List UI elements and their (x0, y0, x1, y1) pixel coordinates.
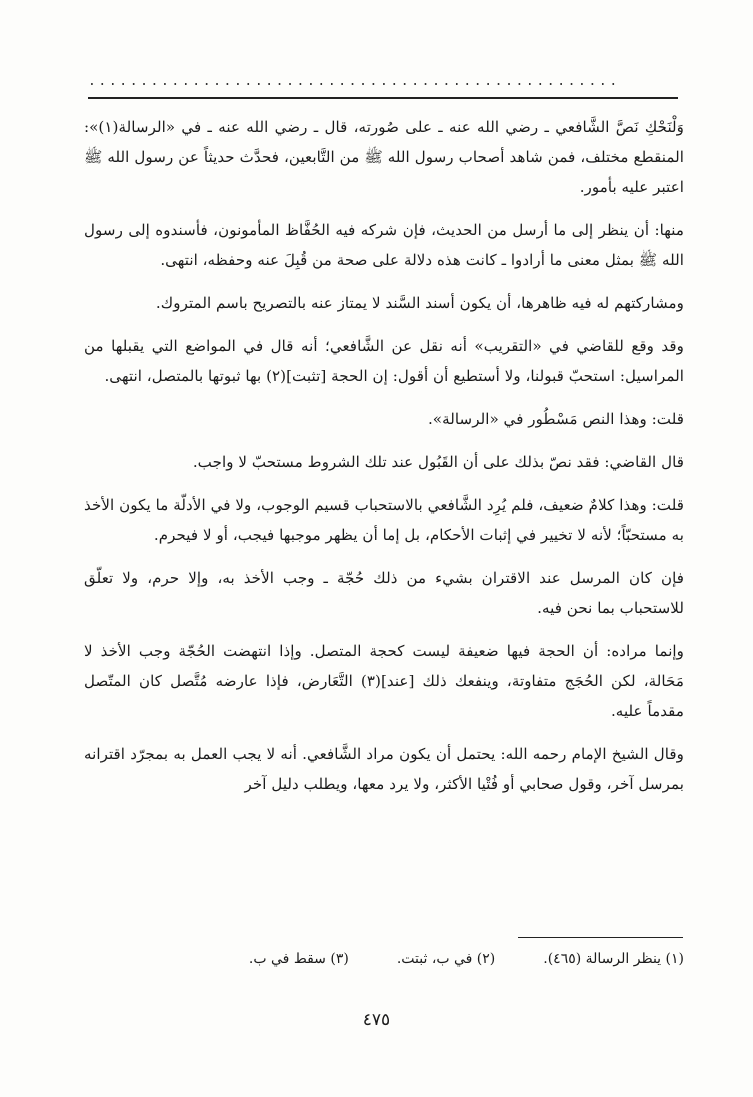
footnote-3: (٣) سقط في ب. (248, 951, 349, 967)
paragraph-3: ومشاركتهم له فيه ظاهرها، أن يكون أسند السَّند لا يمتاز عنه بالتصريح باسم المتروك. (155, 294, 684, 312)
page-number: ٤٧٥ (362, 1010, 391, 1030)
paragraph-2: منها: أن ينظر إلى ما أرسل من الحديث، فإن شركه فيه الحُفَّاظ المأمونون، فأسندوه إلى رسول الله ﷺ بمثل معنى ما أرادوا ـ كانت هذه دلالة على صحة من قُبِلَ عنه وحفظه، انتهى. (84, 221, 684, 269)
main-text (84, 112, 684, 812)
paragraph-10: وقال الشيخ الإمام رحمه الله: يحتمل أن يكون مراد الشَّافعي. أنه لا يجب العمل به بمجرّد اقترانه بمرسل آخر، وقول صحابي أو فُتْيا الأكثر، ولا يرد معها، ويطلب دليل آخر (84, 745, 684, 793)
footnote-2: (٢) في ب، ثبتت. (396, 951, 496, 967)
paragraph-4: وقد وقع للقاضي في «التقريب» أنه نقل عن الشَّافعي؛ أنه قال في المواضع التي يقبلها من المراسيل: استحبّ قبولنا، ولا أستطيع أن أقول: إن الحجة [تثبت](٢) بها ثبوتها بالمتصل، انتهى. (84, 337, 684, 385)
header-rule (88, 97, 678, 99)
footnotes (84, 948, 684, 970)
footnote-rule (518, 937, 683, 938)
paragraph-9: وإنما مراده: أن الحجة فيها ضعيفة ليست كحجة المتصل. وإذا انتهضت الحُجّة وجب الأخذ لا مَحَالة، لكن الحُجَج متفاوتة، وينفعك ذلك [عند](٣) التَّعَارض، فإذا عارضه مُتَّصل كان المتّصل مقدماً عليه. (84, 642, 684, 720)
footnote-1: (١) ينظر الرسالة (٤٦٥). (543, 951, 684, 967)
paragraph-6: قال القاضي: فقد نصّ بذلك على أن القَبُول عند تلك الشروط مستحبّ لا واجب. (192, 453, 684, 471)
header-dotted-line: ................................................... (88, 74, 620, 89)
paragraph-8: فإن كان المرسل عند الاقتران بشيء من ذلك حُجّة ـ وجب الأخذ به، وإلا حرم، ولا تعلّق للاستحباب بما نحن فيه. (84, 569, 684, 617)
paragraph-7: قلت: وهذا كلامٌ ضعيف، فلم يُرِد الشَّافعي بالاستحباب قسيم الوجوب، ولا في الأدلّة ما يكون الأخذ به مستحبّاً؛ لأنه لا تخيير في إثبات الأحكام، بل إما أن يظهر موجبها فيجب، أو لا فيحرم. (84, 496, 684, 544)
paragraph-1: وَلْنَحْكِ نَصَّ الشَّافعي ـ رضي الله عنه ـ على صُورته، قال ـ رضي الله عنه ـ في «الرسالة(١)»: المنقطع مختلف، فمن شاهد أصحاب رسول الله ﷺ من التَّابعين، فحدَّث حديثاً عن رسول الله ﷺ اعتبر عليه بأمور. (84, 118, 684, 196)
paragraph-5: قلت: وهذا النص مَسْطُور في «الرسالة». (427, 410, 684, 428)
